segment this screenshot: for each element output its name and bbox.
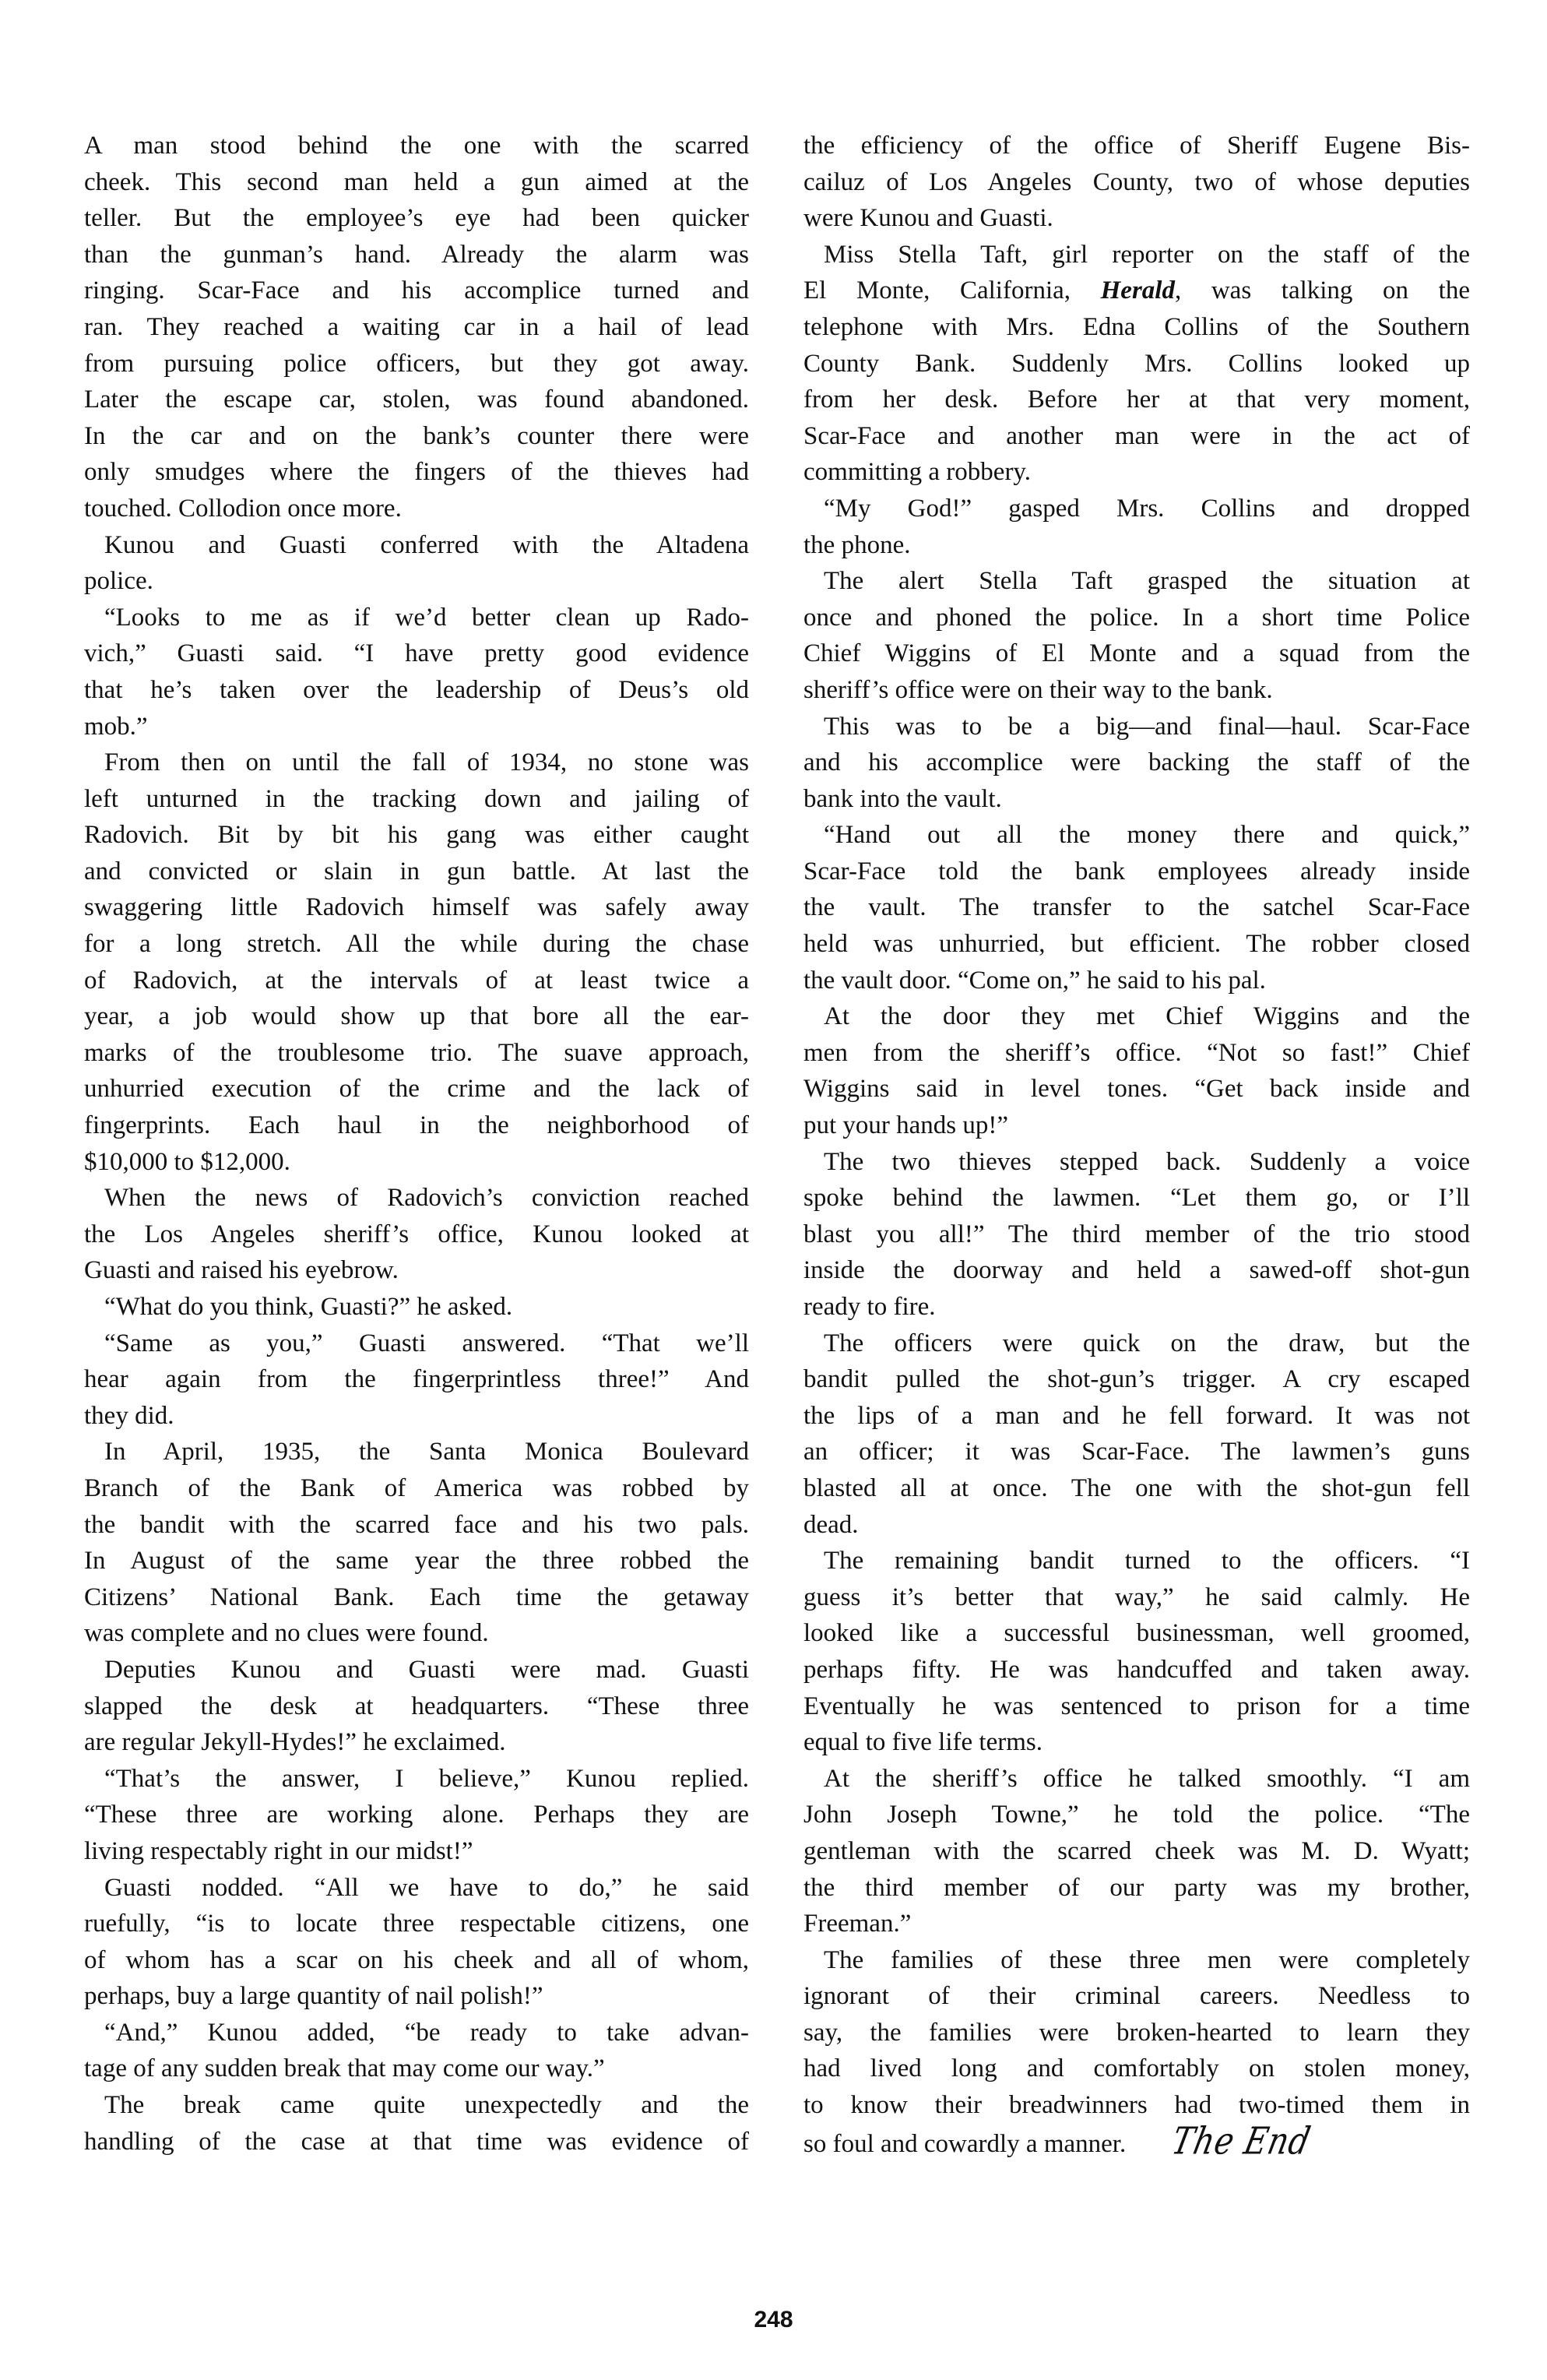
paragraph	[803, 491, 1470, 563]
text-line: spoke behind the lawmen. “Let them go, or I’ll	[803, 1184, 1470, 1213]
text-line: equal to five life terms.	[803, 1728, 1042, 1757]
text-line: committing a robbery.	[803, 458, 1032, 487]
text-line: ignorant of their criminal careers. Needless to	[803, 1982, 1470, 2011]
paragraph	[84, 1652, 749, 1761]
text-line: are regular Jekyll-Hydes!” he exclaimed.	[84, 1728, 506, 1757]
text-line: sheriff’s office were on their way to the bank.	[803, 675, 1273, 704]
text-line: had lived long and comfortably on stolen money,	[803, 2054, 1470, 2083]
paragraph	[84, 745, 749, 1180]
paragraph	[84, 128, 749, 527]
text-line: blasted all at once. The one with the shot-gun fell	[803, 1473, 1470, 1502]
text-line: say, the families were broken-hearted to learn they	[803, 2018, 1470, 2047]
paragraph	[803, 1326, 1470, 1544]
text-line: police.	[84, 567, 153, 596]
paragraph	[803, 1543, 1470, 1761]
text-line: Citizens’ National Bank. Each time the getaway	[84, 1583, 749, 1611]
paragraph	[84, 2015, 749, 2087]
text-line: was complete and no clues were found.	[84, 1619, 489, 1648]
text-line: ready to fire.	[803, 1293, 936, 1321]
text-line: cheek. This second man held a gun aimed at the	[84, 167, 749, 196]
text-line: “My God!” gasped Mrs. Collins and dropped	[824, 494, 1470, 523]
text-line: “And,” Kunou added, “be ready to take advan-	[104, 2018, 749, 2047]
paragraph	[84, 2087, 749, 2160]
paragraph	[803, 1942, 1470, 2163]
text-line: “That’s the answer, I believe,” Kunou replied.	[104, 1764, 749, 1793]
text-line: the bandit with the scarred face and his two pals.	[84, 1510, 749, 1539]
text-line: an officer; it was Scar-Face. The lawmen’s guns	[803, 1438, 1470, 1466]
text-line: Scar-Face and another man were in the act of	[803, 421, 1470, 450]
text-line: vich,” Guasti said. “I have pretty good evidence	[84, 639, 749, 668]
paragraph	[84, 1434, 749, 1652]
text-line: teller. But the employee’s eye had been quicker	[84, 204, 749, 233]
text-line: cailuz of Los Angeles County, two of whose deputies	[803, 167, 1470, 196]
text-line: $10,000 to $12,000.	[84, 1147, 290, 1176]
text-line: from pursuing police officers, but they got away.	[84, 349, 749, 378]
text-line: In August of the same year the three robbed the	[84, 1547, 749, 1576]
text-line: once and phoned the police. In a short time Police	[803, 603, 1470, 632]
text-line: mob.”	[84, 712, 148, 741]
text-line: and his accomplice were backing the staff of the	[803, 748, 1470, 777]
paragraph	[84, 1870, 749, 2015]
text-line: Wiggins said in level tones. “Get back inside and	[803, 1075, 1470, 1104]
text-line: than the gunman’s hand. Already the alarm was	[84, 240, 749, 269]
paragraph	[803, 1144, 1470, 1326]
text-line: Eventually he was sentenced to prison for a time	[803, 1692, 1470, 1720]
text-line: Later the escape car, stolen, was found abandoned.	[84, 386, 749, 414]
text-line: This was to be a big—and final—haul. Scar-Face	[824, 712, 1470, 741]
text-line: “What do you think, Guasti?” he asked.	[104, 1293, 513, 1321]
text-line: they did.	[84, 1401, 174, 1430]
text-line: guess it’s better that way,” he said calmly. He	[803, 1583, 1470, 1611]
text-line: looked like a successful businessman, well groomed,	[803, 1619, 1470, 1648]
text-line: inside the doorway and held a sawed-off shot-gun	[803, 1256, 1470, 1285]
text-line: In April, 1935, the Santa Monica Boulevard	[104, 1438, 749, 1466]
text-line: At the door they met Chief Wiggins and the	[824, 1002, 1470, 1031]
paragraph	[84, 1326, 749, 1435]
the-end-signature: The End	[1168, 2119, 1315, 2163]
text-line: the Los Angeles sheriff’s office, Kunou looked at	[84, 1220, 749, 1248]
text-line: hear again from the fingerprintless three!” And	[84, 1365, 749, 1394]
text-line: The remaining bandit turned to the officers. “I	[824, 1547, 1470, 1576]
text-line: telephone with Mrs. Edna Collins of the Southern	[803, 312, 1470, 341]
text-line: A man stood behind the one with the scarred	[84, 132, 749, 160]
text-line: men from the sheriff’s office. “Not so fast!” Chief	[803, 1038, 1470, 1067]
text-line: Guasti and raised his eyebrow.	[84, 1256, 399, 1285]
text-segment: El Monte, California,	[803, 276, 1101, 305]
paragraph	[803, 128, 1470, 237]
text-line: the phone.	[803, 530, 911, 559]
text-line: ringing. Scar-Face and his accomplice turned and	[84, 276, 749, 305]
paragraph	[803, 709, 1470, 818]
text-line: Radovich. Bit by bit his gang was either caught	[84, 821, 749, 850]
text-line: Freeman.”	[803, 1910, 912, 1938]
text-line: tage of any sudden break that may come our way.”	[84, 2054, 605, 2083]
left-column	[84, 128, 749, 2160]
text-line: The officers were quick on the draw, but the	[824, 1329, 1470, 1357]
text-line: gentleman with the scarred cheek was M. D. Wyatt;	[803, 1836, 1470, 1865]
text-line: held was unhurried, but efficient. The robber closed	[803, 930, 1470, 959]
page-number: 248	[754, 2307, 793, 2332]
text-line: the third member of our party was my brother,	[803, 1873, 1470, 1902]
text-line: ran. They reached a waiting car in a hail of lead	[84, 312, 749, 341]
text-line: handling of the case at that time was evidence of	[84, 2127, 749, 2156]
text-line: of Radovich, at the intervals of at least twice a	[84, 966, 749, 995]
text-line: Chief Wiggins of El Monte and a squad from the	[803, 639, 1470, 668]
text-line: The alert Stella Taft grasped the situation at	[824, 567, 1470, 596]
text-line: put your hands up!”	[803, 1111, 1009, 1140]
text-line: Deputies Kunou and Guasti were mad. Guasti	[104, 1655, 749, 1684]
text-line: the lips of a man and he fell forward. It was not	[803, 1401, 1470, 1430]
paragraph	[803, 1761, 1470, 1942]
text-line: left unturned in the tracking down and jailing of	[84, 784, 749, 813]
paragraph	[803, 563, 1470, 708]
text-line: for a long stretch. All the while during the chase	[84, 930, 749, 959]
text-line: and convicted or slain in gun battle. At last the	[84, 857, 749, 885]
text-line: From then on until the fall of 1934, no stone was	[104, 748, 749, 777]
text-line: fingerprints. Each haul in the neighborhood of	[84, 1111, 749, 1140]
text-line: At the sheriff’s office he talked smoothly. “I am	[824, 1764, 1470, 1793]
text-line: unhurried execution of the crime and the lack of	[84, 1075, 749, 1104]
paragraph	[84, 1761, 749, 1870]
text-line: only smudges where the fingers of the thieves had	[84, 458, 749, 487]
text-line: year, a job would show up that bore all the ear-	[84, 1002, 749, 1031]
paragraph	[84, 600, 749, 745]
text-line: bandit pulled the shot-gun’s trigger. A cry escaped	[803, 1365, 1470, 1394]
text-line: Miss Stella Taft, girl reporter on the staff of the	[824, 240, 1470, 269]
text-line: The two thieves stepped back. Suddenly a voice	[824, 1147, 1470, 1176]
text-line: the efficiency of the office of Sheriff Eugene Bis-	[803, 132, 1470, 160]
text-line: In the car and on the bank’s counter there were	[84, 421, 749, 450]
paragraph	[84, 1289, 749, 1326]
text-line: blast you all!” The third member of the trio stood	[803, 1220, 1470, 1248]
text-line: John Joseph Towne,” he told the police. “The	[803, 1801, 1470, 1829]
text-line: swaggering little Radovich himself was safely away	[84, 893, 749, 922]
text-line: from her desk. Before her at that very moment,	[803, 386, 1470, 414]
text-line: the vault door. “Come on,” he said to his pal.	[803, 966, 1266, 995]
text-line: dead.	[803, 1510, 859, 1539]
text-segment: so foul and cowardly a manner.	[803, 2129, 1127, 2158]
text-line: When the news of Radovich’s conviction reached	[104, 1184, 749, 1213]
text-line: the vault. The transfer to the satchel Scar-Face	[803, 893, 1470, 922]
text-line: marks of the troublesome trio. The suave approach,	[84, 1038, 749, 1067]
text-line: “Same as you,” Guasti answered. “That we’ll	[104, 1329, 749, 1357]
paragraph	[84, 1180, 749, 1289]
italic-text: Herald	[1100, 276, 1175, 305]
text-line: Branch of the Bank of America was robbed by	[84, 1473, 749, 1502]
paragraph	[803, 237, 1470, 491]
text-line: “Looks to me as if we’d better clean up Rado-	[104, 603, 749, 632]
text-line: that he’s taken over the leadership of Deus’s old	[84, 675, 749, 704]
text-line: living respectably right in our midst!”	[84, 1836, 473, 1865]
right-column	[803, 128, 1470, 2163]
text-line: “Hand out all the money there and quick,”	[824, 821, 1470, 850]
text-line: “These three are working alone. Perhaps they are	[84, 1801, 749, 1829]
text-line: slapped the desk at headquarters. “These three	[84, 1692, 749, 1720]
text-line: to know their breadwinners had two-timed them in	[803, 2091, 1470, 2120]
text-line: touched. Collodion once more.	[84, 494, 402, 523]
text-line: were Kunou and Guasti.	[803, 204, 1053, 233]
text-line: perhaps, buy a large quantity of nail polish!”	[84, 1982, 543, 2011]
text-line: The break came quite unexpectedly and the	[104, 2091, 749, 2120]
paragraph	[803, 817, 1470, 998]
text-segment: , was talking on the	[1174, 276, 1470, 305]
text-line: ruefully, “is to locate three respectable citizens, one	[84, 1910, 749, 1938]
text-line: perhaps fifty. He was handcuffed and taken away.	[803, 1655, 1470, 1684]
text-line: of whom has a scar on his cheek and all of whom,	[84, 1945, 749, 1974]
paragraph	[803, 998, 1470, 1143]
text-line	[803, 2119, 1470, 2163]
text-line: The families of these three men were completely	[824, 1945, 1470, 1974]
text-line: bank into the vault.	[803, 784, 1002, 813]
text-line: Kunou and Guasti conferred with the Altadena	[104, 530, 749, 559]
text-line: Guasti nodded. “All we have to do,” he said	[104, 1873, 749, 1902]
paragraph	[84, 527, 749, 600]
text-line: Scar-Face told the bank employees already inside	[803, 857, 1470, 885]
text-line	[803, 273, 1470, 309]
text-line: County Bank. Suddenly Mrs. Collins looked up	[803, 349, 1470, 378]
